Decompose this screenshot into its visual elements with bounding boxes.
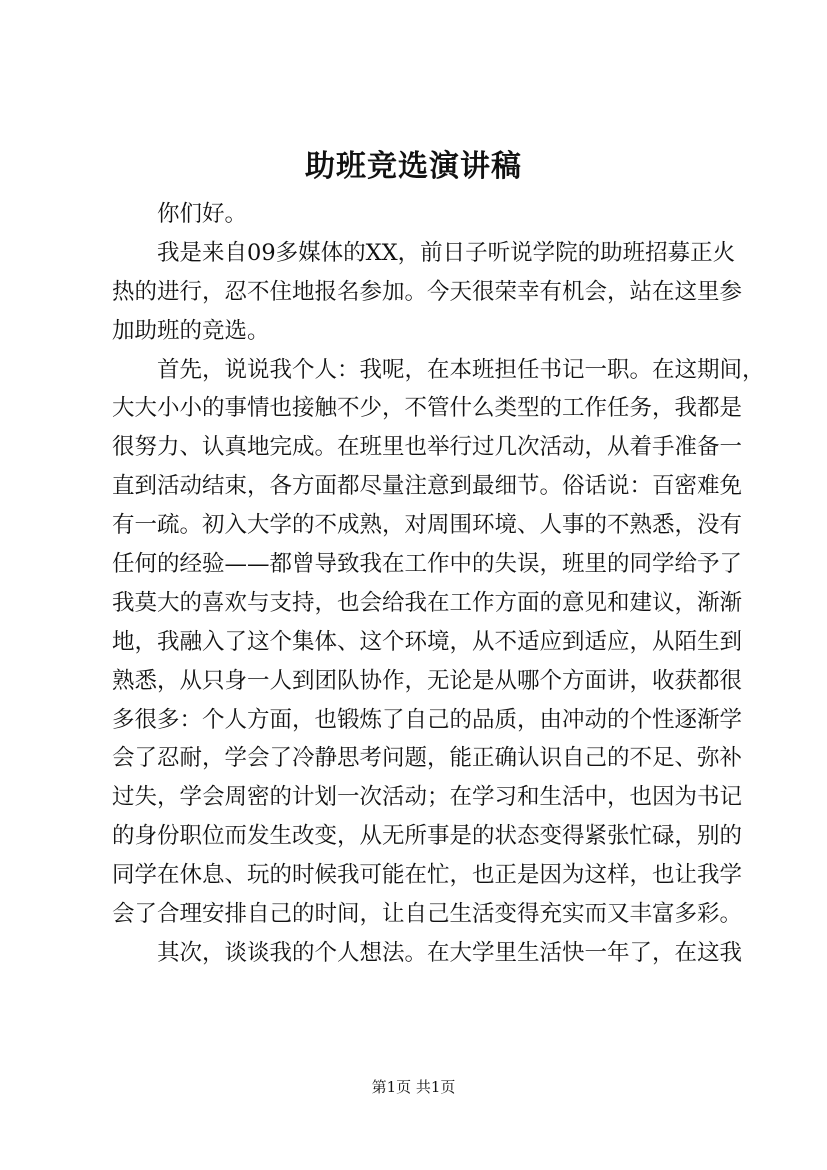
text-line: 的身份职位而发生改变，从无所事是的状态变得紧张忙碌，别的 bbox=[112, 823, 743, 850]
text-line: 地，我融入了这个集体、这个环境，从不适应到适应，从陌生到 bbox=[112, 628, 743, 655]
text-line: 你们好。 bbox=[157, 201, 248, 227]
text-line: 过失，学会周密的计划一次活动；在学习和生活中，也因为书记 bbox=[112, 784, 743, 811]
text-line: 大大小小的事情也接触不少，不管什么类型的工作任务，我都是 bbox=[112, 395, 743, 422]
text-line: 热的进行，忍不住地报名参加。今天很荣幸有机会，站在这里参 bbox=[112, 278, 743, 305]
text-line: 熟悉，从只身一人到团队协作，无论是从哪个方面讲，收获都很 bbox=[112, 667, 743, 694]
text-line: 我莫大的喜欢与支持，也会给我在工作方面的意见和建议，渐渐 bbox=[112, 589, 743, 616]
text-line: 直到活动结束，各方面都尽量注意到最细节。俗话说：百密难免 bbox=[112, 473, 743, 500]
text-line: 很努力、认真地完成。在班里也举行过几次活动，从着手准备一 bbox=[112, 434, 743, 461]
document-body bbox=[112, 195, 765, 973]
text-line: 首先，说说我个人：我呢，在本班担任书记一职。在这期间， bbox=[157, 356, 765, 383]
text-line: 我是来自09多媒体的XX，前日子听说学院的助班招募正火 bbox=[157, 239, 736, 266]
page-footer: 第1页 共1页 bbox=[371, 1078, 456, 1096]
text-line: 会了合理安排自己的时间，让自己生活变得充实而又丰富多彩。 bbox=[112, 901, 743, 928]
text-line: 会了忍耐，学会了冷静思考问题，能正确认识自己的不足、弥补 bbox=[112, 745, 743, 772]
text-line: 多很多：个人方面，也锻炼了自己的品质，由冲动的个性逐渐学 bbox=[112, 706, 743, 733]
document-title: 助班竞选演讲稿 bbox=[305, 149, 522, 184]
text-line: 有一疏。初入大学的不成熟，对周围环境、人事的不熟悉，没有 bbox=[112, 512, 743, 539]
text-line: 其次，谈谈我的个人想法。在大学里生活快一年了，在这我 bbox=[157, 939, 743, 966]
text-line: 任何的经验——都曾导致我在工作中的失误，班里的同学给予了 bbox=[112, 551, 743, 578]
text-line: 加助班的竞选。 bbox=[112, 317, 270, 344]
text-line: 同学在休息、玩的时候我可能在忙，也正是因为这样，也让我学 bbox=[112, 862, 743, 889]
